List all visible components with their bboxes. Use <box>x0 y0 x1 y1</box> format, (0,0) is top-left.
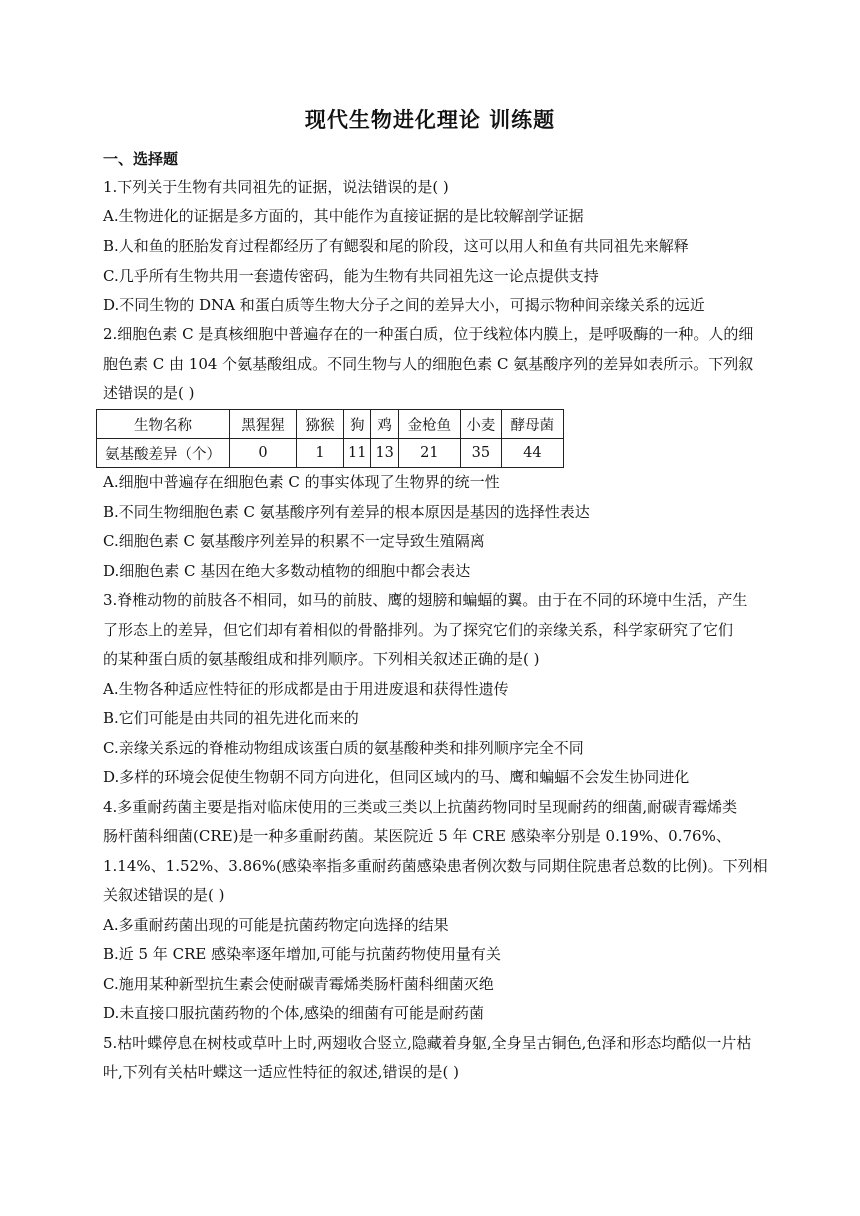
table-row-label: 氨基酸差异（个） <box>97 439 230 468</box>
q3-stem-line-2: 了形态上的差异，但它们却有着相似的骨骼排列。为了探究它们的亲缘关系，科学家研究了它们 <box>103 621 734 639</box>
table-value-cell: 44 <box>501 439 563 468</box>
table-organism-cell: 金枪鱼 <box>398 410 460 439</box>
page-title: 现代生物进化理论 训练题 <box>304 107 556 132</box>
section-heading: 一、选择题 <box>103 150 179 168</box>
q4-option-a: A.多重耐药菌出现的可能是抗菌药物定向选择的结果 <box>103 916 449 934</box>
table-data-row <box>97 439 564 468</box>
q1-option-b: B.人和鱼的胚胎发育过程都经历了有鳃裂和尾的阶段，这可以用人和鱼有共同祖先来解释 <box>103 237 689 255</box>
table-value-cell: 1 <box>297 439 344 468</box>
q2-option-c: C.细胞色素 C 氨基酸序列差异的积累不一定导致生殖隔离 <box>103 532 485 550</box>
q2-stem-line-2: 胞色素 C 由 104 个氨基酸组成。不同生物与人的细胞色素 C 氨基酸序列的差异如表所示。下列叙 <box>103 355 754 373</box>
q3-option-b: B.它们可能是由共同的祖先进化而来的 <box>103 709 359 727</box>
table-organism-cell: 狗 <box>344 410 371 439</box>
q2-option-d: D.细胞色素 C 基因在绝大多数动植物的细胞中都会表达 <box>103 562 471 580</box>
q1-option-a: A.生物进化的证据是多方面的，其中能作为直接证据的是比较解剖学证据 <box>103 207 584 225</box>
table-header-row <box>97 410 564 439</box>
q4-option-d: D.未直接口服抗菌药物的个体,感染的细菌有可能是耐药菌 <box>103 1004 485 1022</box>
q2-stem-line-3: 述错误的是( ) <box>103 384 195 402</box>
table-organism-cell: 鸡 <box>371 410 398 439</box>
q2-option-a: A.细胞中普遍存在细胞色素 C 的事实体现了生物界的统一性 <box>103 473 500 491</box>
table-value-cell: 13 <box>371 439 398 468</box>
q4-stem-line-2: 肠杆菌科细菌(CRE)是一种多重耐药菌。某医院近 5 年 CRE 感染率分别是 0.19%、0.76%、 <box>103 827 731 845</box>
table-organism-cell: 小麦 <box>460 410 501 439</box>
q4-stem-line-4: 关叙述错误的是( ) <box>103 886 225 904</box>
table-value-cell: 11 <box>344 439 371 468</box>
q3-option-a: A.生物各种适应性特征的形成都是由于用进废退和获得性遗传 <box>103 680 509 698</box>
q3-option-d: D.多样的环境会促使生物朝不同方向进化，但同区域内的马、鹰和蝙蝠不会发生协同进化 <box>103 768 690 786</box>
table-organism-cell: 猕猴 <box>297 410 344 439</box>
q4-stem-line-3: 1.14%、1.52%、3.86%(感染率指多重耐药菌感染患者例次数与同期住院患者总数的比例)。下列相 <box>103 857 768 875</box>
q4-option-b: B.近 5 年 CRE 感染率逐年增加,可能与抗菌药物使用量有关 <box>103 945 501 963</box>
q5-stem-line-2: 叶,下列有关枯叶蝶这一适应性特征的叙述,错误的是( ) <box>103 1063 460 1081</box>
q1-stem: 1.下列关于生物有共同祖先的证据，说法错误的是( ) <box>103 178 449 196</box>
q4-option-c: C.施用某种新型抗生素会使耐碳青霉烯类肠杆菌科细菌灭绝 <box>103 975 494 993</box>
table-organism-cell: 酵母菌 <box>501 410 563 439</box>
table-value-cell: 21 <box>398 439 460 468</box>
q1-option-c: C.几乎所有生物共用一套遗传密码，能为生物有共同祖先这一论点提供支持 <box>103 267 599 285</box>
table-organism-cell: 黑猩猩 <box>230 410 297 439</box>
q3-option-c: C.亲缘关系远的脊椎动物组成该蛋白质的氨基酸种类和排列顺序完全不同 <box>103 739 584 757</box>
q3-stem-line-3: 的某种蛋白质的氨基酸组成和排列顺序。下列相关叙述正确的是( ) <box>103 650 540 668</box>
q5-stem-line-1: 5.枯叶蝶停息在树枝或草叶上时,两翅收合竖立,隐藏着身躯,全身呈古铜色,色泽和形态均酷似一片枯 <box>103 1034 752 1052</box>
table-value-cell: 0 <box>230 439 297 468</box>
table-value-cell: 35 <box>460 439 501 468</box>
amino-acid-difference-table <box>96 409 564 468</box>
q3-stem-line-1: 3.脊椎动物的前肢各不相同，如马的前肢、鹰的翅膀和蝙蝠的翼。由于在不同的环境中生活，产生 <box>103 591 748 609</box>
table-header-label: 生物名称 <box>97 410 230 439</box>
q2-option-b: B.不同生物细胞色素 C 氨基酸序列有差异的根本原因是基因的选择性表达 <box>103 503 590 521</box>
q1-option-d: D.不同生物的 DNA 和蛋白质等生物大分子之间的差异大小，可揭示物种间亲缘关系的远近 <box>103 296 705 314</box>
q2-stem-line-1: 2.细胞色素 C 是真核细胞中普遍存在的一种蛋白质，位于线粒体内膜上，是呼吸酶的一种。人的细 <box>103 325 754 343</box>
q4-stem-line-1: 4.多重耐药菌主要是指对临床使用的三类或三类以上抗菌药物同时呈现耐药的细菌,耐碳青霉烯类 <box>103 798 738 816</box>
